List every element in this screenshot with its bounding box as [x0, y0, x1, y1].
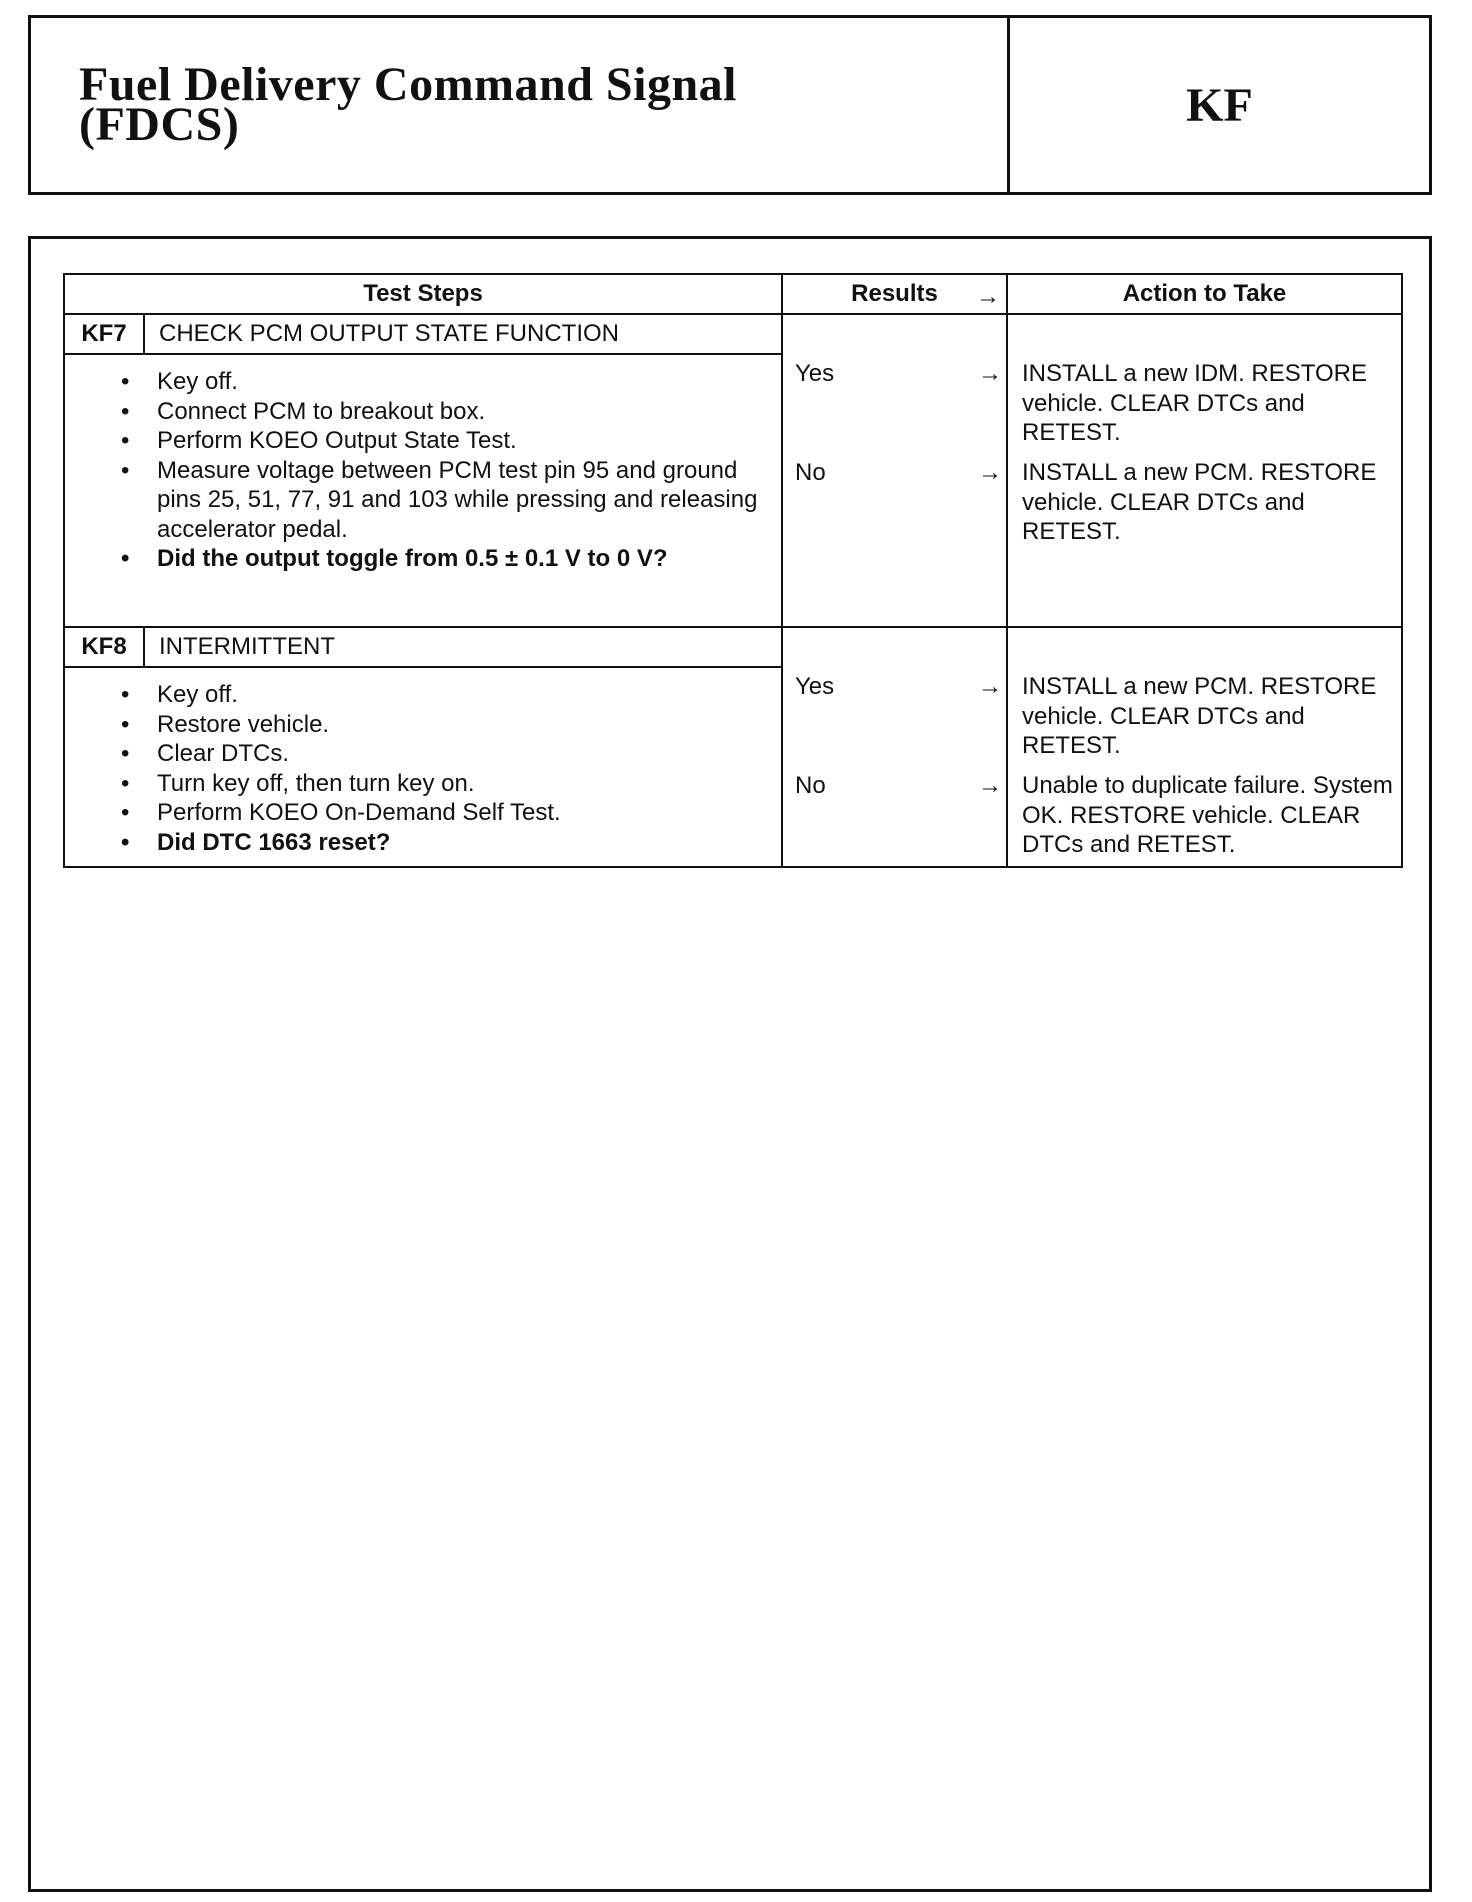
- step-id: KF7: [65, 315, 145, 353]
- header-code-cell: [1010, 18, 1429, 192]
- arrow-icon: →: [978, 360, 1002, 387]
- action-column-header: Action to Take: [1007, 274, 1402, 314]
- arrow-icon: →: [978, 459, 1002, 486]
- step-title: INTERMITTENT: [159, 633, 335, 660]
- action-cell: [1007, 627, 1402, 867]
- list-item: • Perform KOEO On-Demand Self Test.: [157, 798, 761, 828]
- header-box: [28, 15, 1432, 195]
- content-frame: [28, 236, 1432, 1892]
- test-steps-column-header: Test Steps: [64, 274, 782, 314]
- test-steps-cell: [64, 627, 782, 867]
- results-cell: [782, 314, 1007, 627]
- list-item: • Key off.: [157, 367, 761, 397]
- result-answer-yes: Yes: [795, 673, 835, 700]
- table-header-row: [64, 274, 1402, 314]
- list-item: • Clear DTCs.: [157, 739, 761, 769]
- arrow-icon: →: [976, 283, 1000, 310]
- step-header: [65, 315, 781, 355]
- arrow-icon: →: [978, 673, 1002, 700]
- results-header-label: Results: [851, 280, 938, 308]
- list-item: • Perform KOEO Output State Test.: [157, 426, 761, 456]
- step-id: KF8: [65, 628, 145, 666]
- header-title-cell: [31, 18, 1010, 192]
- result-answer-yes: Yes: [795, 360, 835, 387]
- list-item: • Measure voltage between PCM test pin 95 and ground pins 25, 51, 77, 91 and 103 while pressing and releasing accelerator pedal.: [157, 456, 761, 545]
- result-answer-no: No: [795, 459, 826, 486]
- step-title: CHECK PCM OUTPUT STATE FUNCTION: [159, 320, 620, 347]
- page-title: Fuel Delivery Command Signal (FDCS): [79, 58, 737, 151]
- step-list: [65, 668, 781, 861]
- table-row: [64, 314, 1402, 627]
- test-steps-cell: [64, 314, 782, 627]
- action-text: INSTALL a new IDM. RESTORE vehicle. CLEAR DTCs and RETEST.: [1022, 360, 1367, 446]
- action-text: Unable to duplicate failure. System OK. RESTORE vehicle. CLEAR DTCs and RETEST.: [1022, 772, 1393, 858]
- results-cell: [782, 627, 1007, 867]
- action-text: INSTALL a new PCM. RESTORE vehicle. CLEAR DTCs and RETEST.: [1022, 459, 1377, 545]
- action-cell: [1007, 314, 1402, 627]
- step-question: • Did the output toggle from 0.5 ± 0.1 V to 0 V?: [157, 544, 761, 574]
- results-column-header: [782, 274, 1007, 314]
- step-header: [65, 628, 781, 668]
- result-answer-no: No: [795, 772, 826, 799]
- list-item: • Connect PCM to breakout box.: [157, 397, 761, 427]
- action-text: INSTALL a new PCM. RESTORE vehicle. CLEAR DTCs and RETEST.: [1022, 673, 1377, 759]
- list-item: • Restore vehicle.: [157, 710, 761, 740]
- arrow-icon: →: [978, 772, 1002, 799]
- section-code: KF: [1186, 78, 1253, 132]
- table-row: [64, 627, 1402, 867]
- step-question: • Did DTC 1663 reset?: [157, 828, 761, 858]
- test-steps-table: [63, 273, 1403, 868]
- list-item: • Key off.: [157, 680, 761, 710]
- step-list: [65, 355, 781, 578]
- list-item: • Turn key off, then turn key on.: [157, 769, 761, 799]
